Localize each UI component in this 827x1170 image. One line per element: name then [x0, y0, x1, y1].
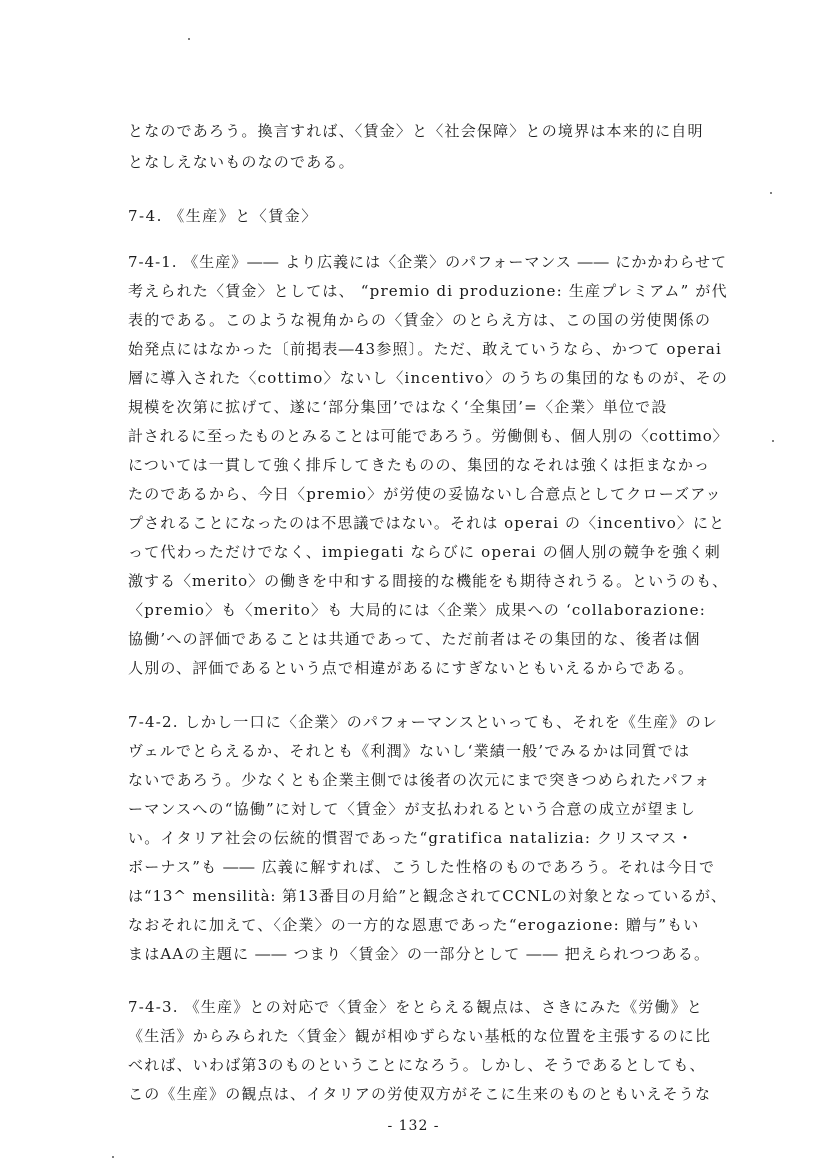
text-line: となしえないものなのである。: [128, 153, 355, 171]
text-line: ボーナス”も ―― 広義に解すれば、こうした性格のものであろう。それは今日で: [128, 858, 716, 876]
text-line: 規模を次第に拡げて、遂に‘部分集団’ではなく‘全集団’=〈企業〉単位で設: [128, 398, 668, 416]
text-line: って代わっただけでなく、impiegati ならびに operai の個人別の競争を強く刺: [128, 543, 721, 561]
text-line: となのであろう。換言すれば、〈賃金〉と〈社会保障〉との境界は本来的に自明: [128, 122, 704, 140]
text-line: については一貫して強く排斥してきたものの、集団的なそれは強くは拒まなかっ: [128, 456, 711, 474]
section-heading: 7-4. 《生産》と〈賃金〉: [128, 207, 318, 225]
text-line: 〈premio〉も〈merito〉も 大局的には〈企業〉成果への ‘collaborazione:: [128, 601, 706, 619]
text-line: ないであろう。少なくとも企業主側では後者の次元にまで突きつめられたパフォ: [128, 771, 711, 789]
text-line: 7-4-1. 《生産》―― より広義には〈企業〉のパフォーマンス ―― にかかわらせて: [128, 253, 727, 271]
page-number: - 132 -: [387, 1118, 440, 1134]
text-line: 7-4-3. 《生産》との対応で〈賃金〉をとらえる観点は、さきにみた《労働》と: [128, 998, 704, 1016]
text-line: まはAAの主題に ―― つまり〈賃金〉の一部分として ―― 把えられつつある。: [128, 945, 711, 963]
text-line: 表的である。このような視角からの〈賃金〉のとらえ方は、この国の労使関係の: [128, 311, 712, 329]
text-line: 協働’への評価であることは共通であって、ただ前者はその集団的な、後者は個: [128, 630, 701, 648]
text-line: なおそれに加えて、〈企業〉の一方的な恩恵であった“erogazione: 贈与”もい: [128, 916, 700, 934]
scan-speck: [772, 440, 774, 442]
text-line: 計されるに至ったものとみることは可能であろう。労働側も、個人別の〈cottimo〉: [128, 427, 729, 445]
text-line: ヴェルでとらえるか、それとも《利潤》ないし‘業績一般’でみるかは同質では: [128, 742, 691, 760]
text-line: は“13^ mensilità: 第13番目の月給”と観念されてCCNLの対象となっているが、: [128, 887, 727, 905]
scan-speck: [770, 192, 772, 194]
text-line: 7-4-2. しかし一口に〈企業〉のパフォーマンスといっても、それを《生産》のレ: [128, 713, 719, 731]
text-line: 始発点にはなかった〔前掲表―43参照〕。ただ、敢えていうなら、かつて operai: [128, 340, 722, 358]
text-line: プされることになったのは不思議ではない。それは operai の〈incentivo〉にと: [128, 514, 726, 532]
text-line: 考えられた〈賃金〉としては、 “premio di produzione: 生産プレミアム” が代: [128, 282, 728, 300]
scan-speck: [112, 1156, 114, 1158]
text-line: 層に導入された〈cottimo〉ないし〈incentivo〉のうちの集団的なものが、その: [128, 369, 729, 387]
scan-speck: [188, 38, 190, 40]
text-line: 人別の、評価であるという点で相違があるにすぎないともいえるからである。: [128, 659, 695, 677]
text-line: ーマンスへの“協働”に対して〈賃金〉が支払われるという合意の成立が望まし: [128, 800, 697, 818]
text-line: たのであるから、今日〈premio〉が労使の妥協ないし合意点としてクローズアッ: [128, 485, 722, 503]
text-line: この《生産》の観点は、イタリアの労使双方がそこに生来のものともいえそうな: [128, 1085, 712, 1103]
text-line: 《生活》からみられた〈賃金〉観が相ゆずらない基柢的な位置を主張するのに比: [128, 1027, 712, 1045]
text-line: い。イタリア社会の伝統的慣習であった“gratifica natalizia: クリスマス・: [128, 829, 694, 847]
text-line: 激する〈merito〉の働きを中和する間接的な機能をも期待されうる。というのも、: [128, 572, 729, 590]
text-line: べれば、いわば第3のものということになろう。しかし、そうであるとしても、: [128, 1056, 706, 1074]
